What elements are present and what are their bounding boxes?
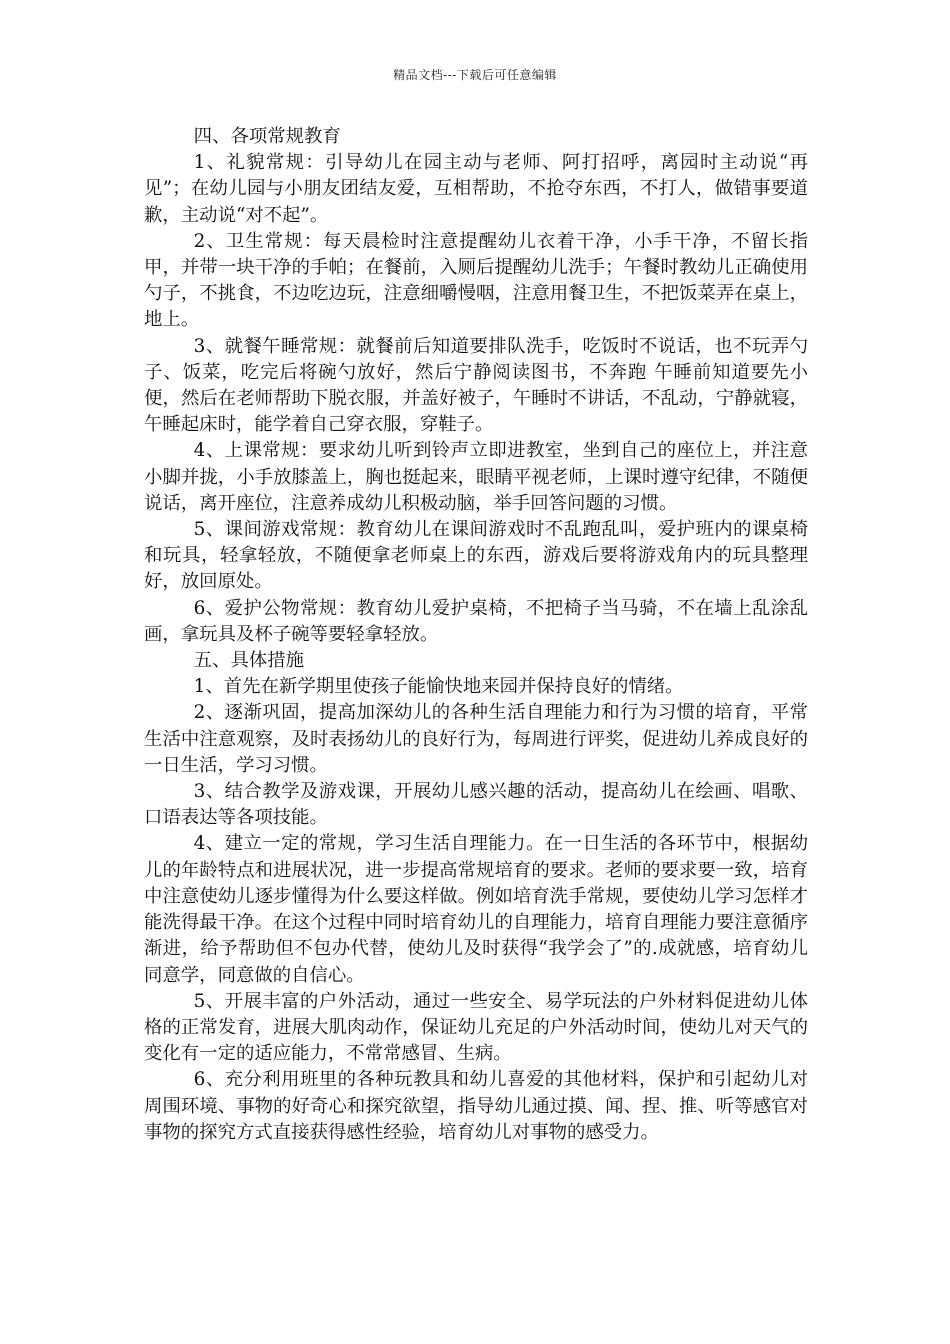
paragraph-measure-1: 1、首先在新学期里使孩子能愉快地来园并保持良好的情绪。 [193,676,684,698]
paragraph-measure-3: 3、结合教学及游戏课，开展幼儿感兴趣的活动，提高幼儿在绘画、唱歌、口语表达等各项技能。 [144,781,808,829]
paragraph-class-routine: 4、上课常规：要求幼儿听到铃声立即进教室，坐到自己的座位上，并注意小脚并拢，小手放膝盖上，胸也挺起来，眼睛平视老师，上课时遵守纪律，不随便说话，离开座位，注意养成幼儿积极动脑，举手回答问题的习惯。 [144,440,808,514]
section-heading-regular-education: 四、各项常规教育 [193,126,341,147]
section-heading-specific-measures: 五、具体措施 [193,650,305,672]
paragraph-measure-5: 5、开展丰富的户外活动，通过一些安全、易学玩法的户外材料促进幼儿体格的正常发育，进展大肌肉动作，保证幼儿充足的户外活动时间，使幼儿对天气的变化有一定的适应能力，不常常感冒、生病。 [144,990,808,1065]
document-body [144,124,808,1146]
paragraph-courtesy-routine: 1、礼貌常规：引导幼儿在园主动与老师、阿打招呼，离园时主动说“再见”；在幼儿园与小朋友团结友爱，互相帮助，不抢夺东西，不打人，做错事要道歉，主动说“对不起”。 [144,152,808,226]
paragraph-public-property-routine: 6、爱护公物常规：教育幼儿爱护桌椅，不把椅子当马骑，不在墙上乱涂乱画，拿玩具及杯子碗等要轻拿轻放。 [144,597,808,645]
page-header: 精品文档---下载后可任意编辑 [393,68,557,82]
paragraph-recess-game-routine: 5、课间游戏常规：教育幼儿在课间游戏时不乱跑乱叫，爱护班内的课桌椅和玩具，轻拿轻放，不随便拿老师桌上的东西，游戏后要将游戏角内的玩具整理好，放回原处。 [144,519,808,593]
paragraph-measure-2: 2、逐渐巩固，提高加深幼儿的各种生活自理能力和行为习惯的培育，平常生活中注意观察，及时表扬幼儿的良好行为，每周进行评奖，促进幼儿养成良好的一日生活，学习习惯。 [144,702,808,776]
paragraph-measure-6: 6、充分利用班里的各种玩教具和幼儿喜爱的其他材料，保护和引起幼儿对周围环境、事物的好奇心和探究欲望，指导幼儿通过摸、闻、捏、推、听等感官对事物的探究方式直接获得感性经验，培育幼儿对事物的感受力。 [144,1069,808,1143]
paragraph-measure-4: 4、建立一定的常规，学习生活自理能力。在一日生活的各环节中，根据幼儿的年龄特点和进展状况，进一步提高常规培育的要求。老师的要求要一致，培育中注意使幼儿逐步懂得为什么要这样做。例如培育洗手常规，要使幼儿学习怎样才能洗得最干净。在这个过程中同时培育幼儿的自理能力，培育自理能力要注意循序渐进，给予帮助但不包办代替，使幼儿及时获得“我学会了”的.成就感，培育幼儿同意学，同意做的自信心。 [144,833,808,986]
paragraph-meal-nap-routine: 3、就餐午睡常规：就餐前后知道要排队洗手，吃饭时不说话，也不玩弄勺子、饭菜，吃完后将碗勺放好，然后宁静阅读图书，不奔跑 午睡前知道要先小便，然后在老师帮助下脱衣服，并盖好被子，午睡时不讲话，不乱动，宁静就寝，午睡起床时，能学着自己穿衣服，穿鞋子。 [144,335,808,436]
paragraph-hygiene-routine: 2、卫生常规：每天晨检时注意提醒幼儿衣着干净，小手干净，不留长指甲，并带一块干净的手帕；在餐前，入厕后提醒幼儿洗手；午餐时教幼儿正确使用勺子，不挑食，不边吃边玩，注意细嚼慢咽，注意用餐卫生，不把饭菜弄在桌上，地上。 [144,230,808,331]
